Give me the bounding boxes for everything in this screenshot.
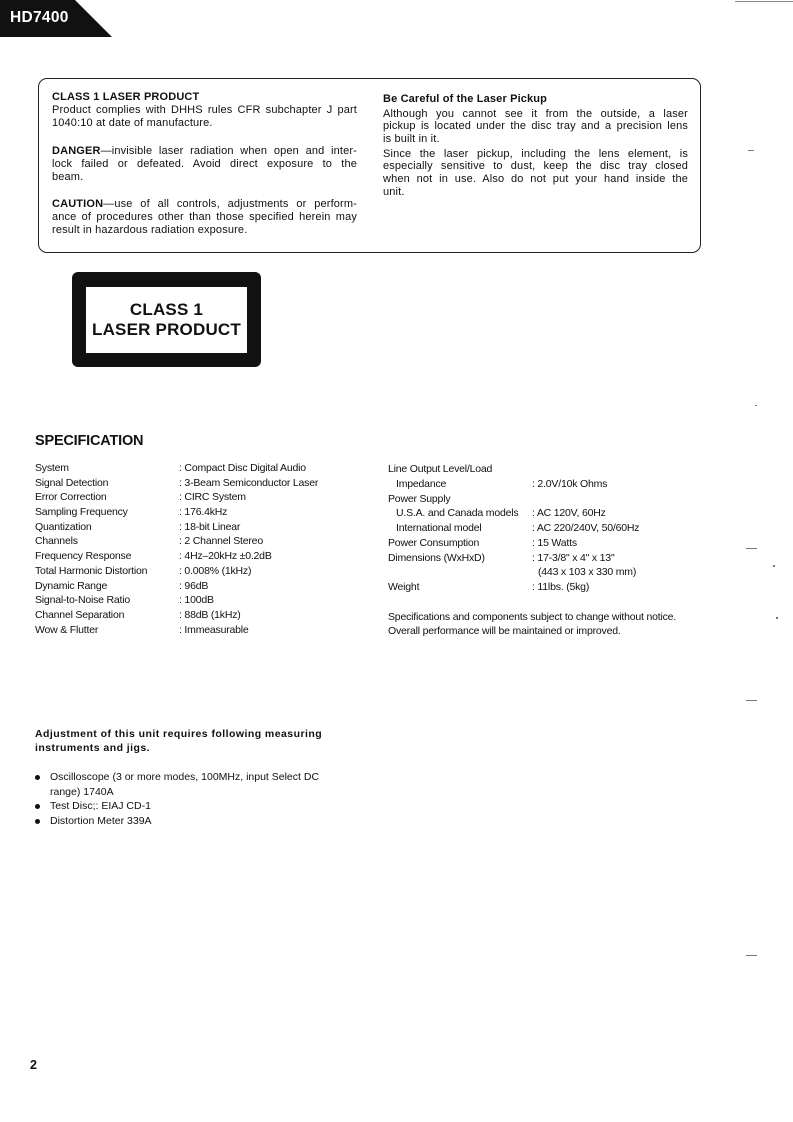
- class-1-label: [72, 272, 261, 367]
- spec-label: Power Supply: [388, 492, 451, 505]
- spec-notes: [388, 610, 676, 638]
- scan-mark: [746, 548, 757, 549]
- spec-value: : 17-3/8" x 4" x 13": [532, 551, 615, 564]
- spec-value: : AC 220/240V, 50/60Hz: [532, 522, 640, 534]
- spec-value: (443 x 103 x 330 mm): [538, 566, 637, 579]
- pickup-line: unit.: [383, 185, 405, 198]
- spec-label: Impedance: [396, 477, 447, 490]
- caution-line: result in hazardous radiation exposure.: [52, 224, 248, 236]
- spec-label: Dynamic Range: [35, 579, 108, 592]
- pickup-line: especially sensitive to dust, keep the disc tray closed: [383, 160, 688, 173]
- spec-value: : AC 120V, 60Hz: [532, 507, 606, 520]
- spec-label: Dimensions (WxHxD): [388, 551, 485, 564]
- bullet-icon: [35, 804, 40, 809]
- bullet-icon: [35, 819, 40, 824]
- bullet-icon: [35, 775, 40, 780]
- scan-mark: [773, 565, 775, 567]
- spec-value: : 2 Channel Stereo: [179, 535, 263, 548]
- adjustment-line: Adjustment of this unit requires following measuring: [35, 728, 323, 740]
- spec-value: : 176.4kHz: [179, 506, 228, 519]
- caution-line: ance of procedures other than those specified herein may: [52, 211, 357, 223]
- class-notice-line: Product complies with DHHS rules CFR subchapter J part: [52, 104, 357, 116]
- class-notice-line: 1040:10 at date of manufacture.: [52, 117, 213, 129]
- danger-text: —invisible laser radiation when open and inter-: [100, 145, 357, 157]
- class-1-label-panel: [86, 287, 247, 353]
- spec-label: Sampling Frequency: [35, 506, 128, 519]
- spec-label: Wow & Flutter: [35, 623, 99, 636]
- pickup-title: Be Careful of the Laser Pickup: [383, 93, 548, 105]
- pickup-paragraph-1: [383, 108, 688, 146]
- spec-value: : 11lbs. (5kg): [532, 581, 590, 593]
- caution-notice: [52, 198, 357, 237]
- pickup-line: Since the laser pickup, including the lens element, is: [383, 147, 688, 160]
- spec-value: : Compact Disc Digital Audio: [179, 462, 306, 474]
- spec-label: Error Correction: [35, 491, 107, 504]
- pickup-title-block: [383, 93, 688, 106]
- caution-term: CAUTION: [52, 198, 104, 210]
- spec-label: Line Output Level/Load: [388, 463, 493, 475]
- spec-note: Specifications and components subject to change without notice.: [388, 611, 677, 623]
- spec-label: Signal Detection: [35, 476, 109, 489]
- spec-value: : 0.008% (1kHz): [179, 564, 252, 577]
- scan-mark: [748, 150, 754, 151]
- spec-note: Overall performance will be maintained or improved.: [388, 625, 621, 637]
- specification-heading: SPECIFICATION: [35, 433, 144, 449]
- pickup-line: pickup is located under the disc tray and a precision lens: [383, 120, 688, 133]
- class-1-label-line2: LASER PRODUCT: [92, 320, 241, 339]
- spec-label: Total Harmonic Distortion: [35, 564, 148, 577]
- spec-label: International model: [396, 522, 482, 534]
- adjustment-line: instruments and jigs.: [35, 742, 151, 754]
- spec-value: : 4Hz–20kHz ±0.2dB: [179, 550, 272, 563]
- spec-label: Channel Separation: [35, 608, 125, 621]
- spec-value: : 96dB: [179, 579, 209, 592]
- class-notice-title: CLASS 1 LASER PRODUCT: [52, 91, 200, 103]
- spec-value: : 2.0V/10k Ohms: [532, 477, 608, 490]
- spec-value: : 15 Watts: [532, 536, 577, 549]
- danger-line: [52, 145, 357, 158]
- pickup-paragraph-2: [383, 148, 688, 199]
- scan-mark: [776, 617, 778, 619]
- top-rule: [735, 1, 793, 2]
- page-number: 2: [30, 1058, 37, 1072]
- spec-label: Power Consumption: [388, 536, 480, 549]
- pickup-line: when not in use. Also do not put your hand inside the: [383, 172, 688, 185]
- spec-value: : 88dB (1kHz): [179, 608, 241, 621]
- spec-value: : CIRC System: [179, 491, 246, 504]
- spec-value: : 100dB: [179, 594, 214, 607]
- danger-notice: [52, 145, 357, 184]
- scan-mark: [746, 700, 757, 701]
- spec-label: Channels: [35, 535, 78, 548]
- spec-label: Quantization: [35, 520, 92, 533]
- class-1-label-line1: CLASS 1: [129, 300, 204, 319]
- spec-value: : 18-bit Linear: [179, 520, 241, 533]
- pickup-line: Although you cannot see it from the outside, a laser: [383, 107, 688, 120]
- spec-value: : 3-Beam Semiconductor Laser: [179, 476, 319, 489]
- caution-line: [52, 198, 357, 211]
- spec-label: Frequency Response: [35, 550, 132, 563]
- danger-line: beam.: [52, 171, 84, 183]
- spec-value: : Immeasurable: [179, 623, 249, 636]
- spec-label: Signal-to-Noise Ratio: [35, 594, 131, 607]
- adjustment-heading: [35, 727, 322, 755]
- scan-mark: [755, 405, 757, 406]
- danger-term: DANGER: [52, 145, 101, 157]
- caution-text: —use of all controls, adjustments or perform-: [103, 198, 357, 210]
- instrument-text: range) 1740A: [50, 785, 114, 798]
- danger-line: lock failed or defeated. Avoid direct exposure to the: [52, 158, 357, 170]
- scan-mark: [746, 955, 757, 956]
- instrument-text: Distortion Meter 339A: [50, 815, 152, 828]
- model-name: HD7400: [10, 9, 69, 26]
- instrument-text: Test Disc;: EIAJ CD-1: [50, 800, 151, 813]
- spec-label: Weight: [388, 581, 420, 593]
- spec-label: System: [35, 462, 69, 474]
- instrument-text: Oscilloscope (3 or more modes, 100MHz, input Select DC: [50, 771, 320, 783]
- class-notice: [52, 91, 357, 130]
- spec-label: U.S.A. and Canada models: [396, 507, 519, 520]
- pickup-line: is built in it.: [383, 132, 440, 145]
